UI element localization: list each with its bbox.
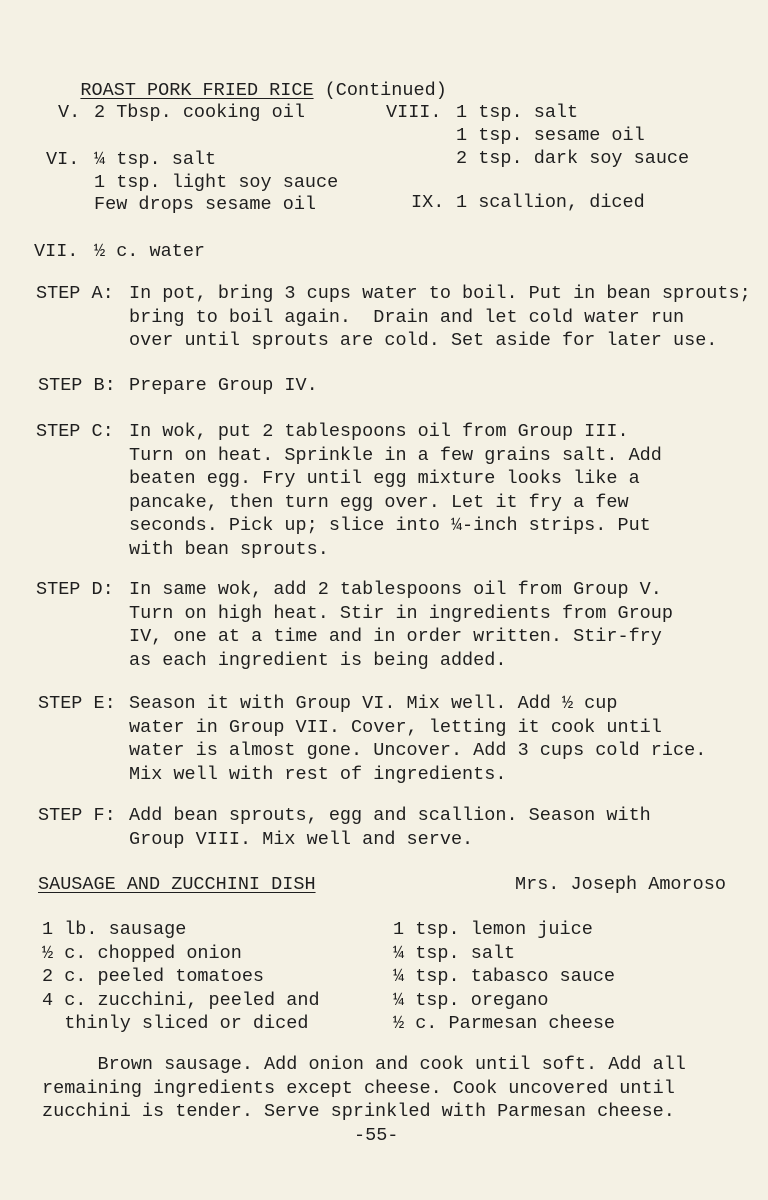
group-viii-number: VIII. [386,102,442,123]
ingredients-right [393,918,615,1036]
step-line: Mix well with rest of ingredients. [129,763,507,785]
step-line: In wok, put 2 tablespoons oil from Group III. [129,421,629,442]
step-f-label: STEP F: [38,805,116,826]
step-line: Turn on heat. Sprinkle in a few grains salt. Add [129,444,662,466]
group-viii-item: 1 tsp. salt [456,102,579,123]
step-line: IV, one at a time and in order written. Stir-fry [129,626,662,647]
ingredients-left [42,918,320,1036]
ingredient: 4 c. zucchini, peeled and [42,989,320,1011]
step-d-text [129,578,673,672]
step-a-label: STEP A: [36,283,114,304]
instruction-line: Brown sausage. Add onion and cook until soft. Add all [42,1054,686,1075]
step-c-text [129,420,662,561]
step-line: In pot, bring 3 cups water to boil. Put in bean sprouts; [129,283,751,304]
recipe-title: ROAST PORK FRIED RICE [80,80,314,101]
ingredient: 1 lb. sausage [42,919,187,940]
step-line: Group VIII. Mix well and serve. [129,828,474,850]
ingredient: ½ c. chopped onion [42,942,242,964]
group-ix-number: IX. [411,192,445,213]
instruction-line: remaining ingredients except cheese. Cook uncovered until [42,1077,675,1099]
step-b-text [129,374,318,398]
group-v-item: 2 Tbsp. cooking oil [94,102,305,123]
step-line: pancake, then turn egg over. Let it fry a few [129,491,629,513]
step-e-text [129,692,706,786]
group-vi-number: VI. [46,149,80,170]
step-line: Add bean sprouts, egg and scallion. Season with [129,805,651,826]
page-number: -55- [354,1125,399,1146]
step-line: beaten egg. Fry until egg mixture looks like a [129,468,640,489]
group-ix-item: 1 scallion, diced [456,192,645,213]
ingredient: ½ c. Parmesan cheese [393,1013,616,1034]
ingredient: ¼ tsp. salt [393,942,516,964]
step-line: with bean sprouts. [129,538,329,560]
recipe-author: Mrs. Joseph Amoroso [515,874,726,895]
step-b-label: STEP B: [38,375,116,396]
step-a-text [129,282,751,353]
step-line: seconds. Pick up; slice into ¼-inch strips. Put [129,515,651,536]
step-line: over until sprouts are cold. Set aside for later use. [129,330,718,351]
group-vii-number: VII. [34,241,79,262]
recipe-header [36,56,447,101]
ingredient: 2 c. peeled tomatoes [42,966,265,987]
step-e-label: STEP E: [38,693,116,714]
step-line: as each ingredient is being added. [129,649,507,671]
ingredient: ¼ tsp. oregano [393,989,549,1011]
group-vi-item: 1 tsp. light soy sauce [94,172,339,193]
group-vii-item: ½ c. water [94,241,206,262]
instruction-line: zucchini is tender. Serve sprinkled with Parmesan cheese. [42,1101,675,1122]
step-line: water is almost gone. Uncover. Add 3 cups cold rice. [129,740,707,761]
group-v-number: V. [58,102,81,123]
step-line: Turn on high heat. Stir in ingredients from Group [129,602,673,624]
step-line: Prepare Group IV. [129,375,318,396]
recipe-instructions [42,1053,686,1124]
ingredient: ¼ tsp. tabasco sauce [393,966,616,987]
step-c-label: STEP C: [36,421,114,442]
step-line: bring to boil again. Drain and let cold water run [129,306,685,328]
recipe-title: SAUSAGE AND ZUCCHINI DISH [38,874,316,895]
group-vi-item: Few drops sesame oil [94,194,317,215]
step-line: water in Group VII. Cover, letting it cook until [129,716,662,738]
step-line: In same wok, add 2 tablespoons oil from Group V. [129,579,662,600]
group-viii-item: 2 tsp. dark soy sauce [456,148,690,169]
group-vi-item: ¼ tsp. salt [94,149,217,170]
recipe-subtitle: (Continued) [324,80,447,101]
group-viii-item: 1 tsp. sesame oil [456,125,645,146]
step-d-label: STEP D: [36,579,114,600]
ingredient: thinly sliced or diced [42,1013,309,1034]
step-line: Season it with Group VI. Mix well. Add ½ cup [129,693,618,714]
ingredient: 1 tsp. lemon juice [393,919,593,940]
step-f-text [129,804,651,851]
